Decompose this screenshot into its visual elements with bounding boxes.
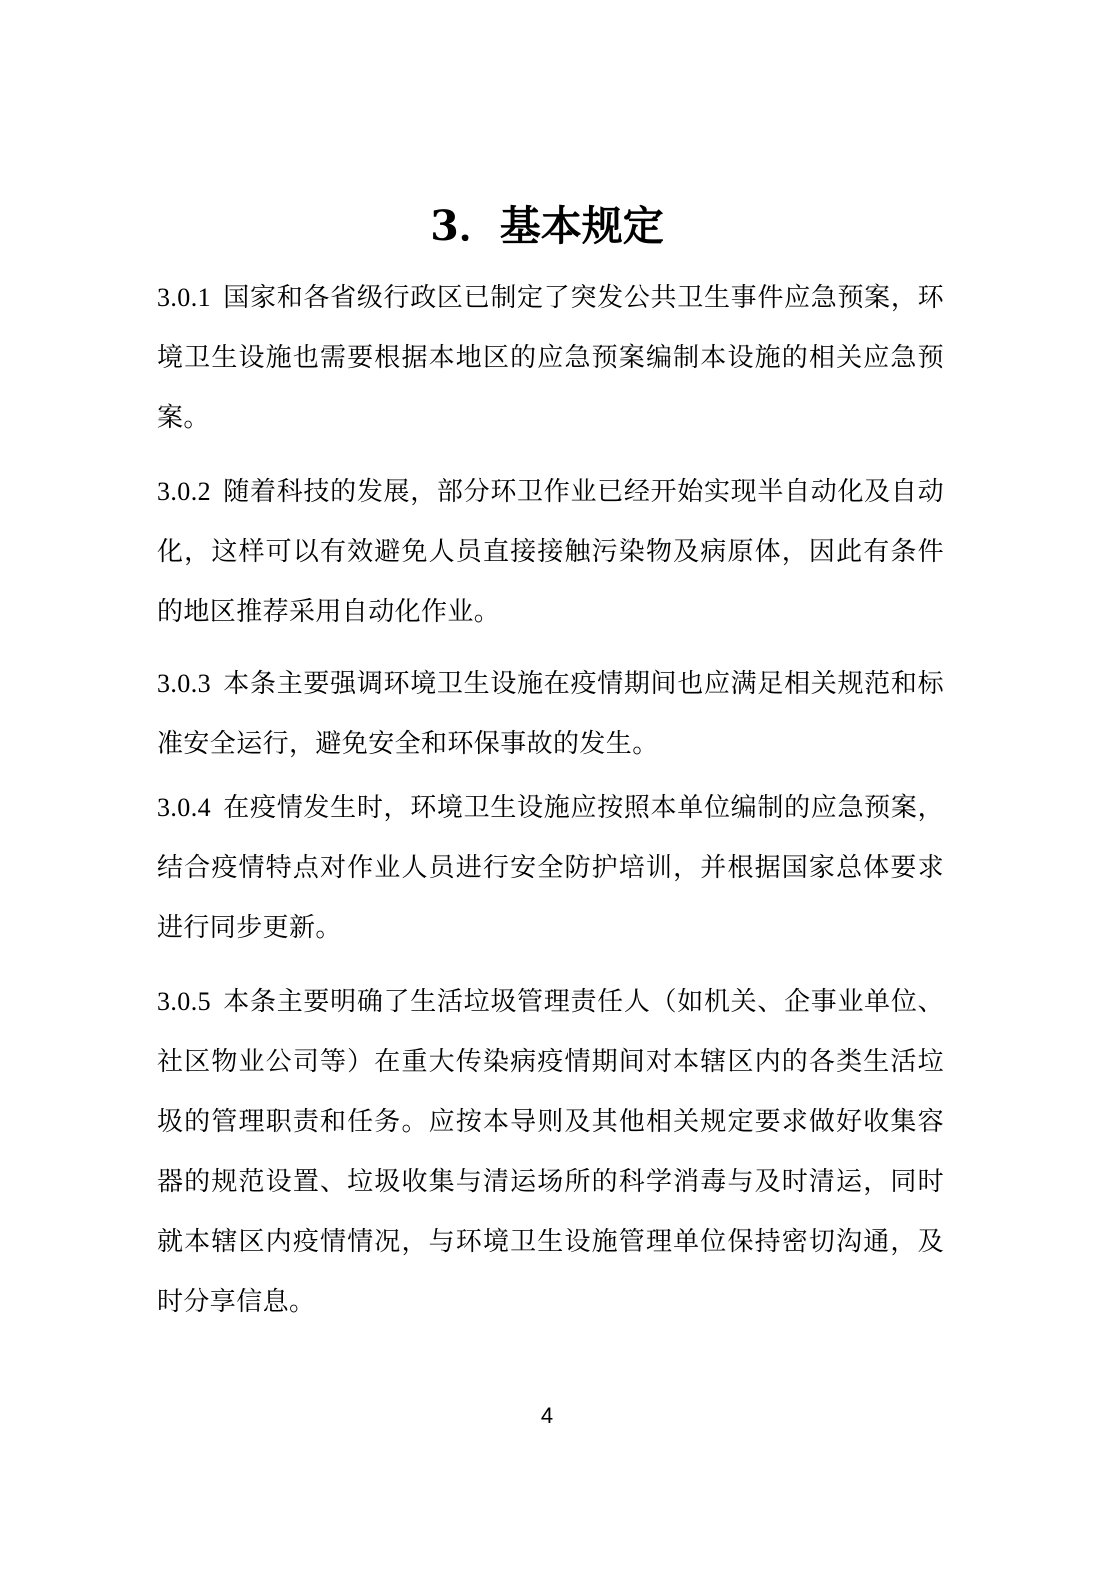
clause-number: 3.0.2 <box>157 477 211 506</box>
paragraph-3-0-1 <box>157 268 944 448</box>
clause-number: 3.0.4 <box>157 793 211 822</box>
paragraph-3-0-4 <box>157 778 944 958</box>
clause-number: 3.0.1 <box>157 283 211 312</box>
paragraph-3-0-3 <box>157 654 944 774</box>
paragraph-3-0-5 <box>157 972 944 1332</box>
paragraph-3-0-2 <box>157 462 944 642</box>
clause-text: 本条主要强调环境卫生设施在疫情期间也应满足相关规范和标准安全运行，避免安全和环保事故的发生。 <box>157 669 944 759</box>
clause-number: 3.0.3 <box>157 669 211 698</box>
clause-text: 在疫情发生时，环境卫生设施应按照本单位编制的应急预案，结合疫情特点对作业人员进行安全防护培训，并根据国家总体要求进行同步更新。 <box>157 793 944 943</box>
clause-text: 本条主要明确了生活垃圾管理责任人（如机关、企事业单位、社区物业公司等）在重大传染病疫情期间对本辖区内的各类生活垃圾的管理职责和任务。应按本导则及其他相关规定要求做好收集容器的规范设置、垃圾收集与清运场所的科学消毒与及时清运，同时就本辖区内疫情情况，与环境卫生设施管理单位保持密切沟通，及时分享信息。 <box>157 987 944 1317</box>
clause-text: 随着科技的发展，部分环卫作业已经开始实现半自动化及自动化，这样可以有效避免人员直接接触污染物及病原体，因此有条件的地区推荐采用自动化作业。 <box>157 477 944 627</box>
section-title: 3．基本规定 <box>430 202 664 250</box>
clause-text: 国家和各省级行政区已制定了突发公共卫生事件应急预案，环境卫生设施也需要根据本地区的应急预案编制本设施的相关应急预案。 <box>157 283 944 433</box>
clause-number: 3.0.5 <box>157 987 211 1016</box>
page-number: 4 <box>540 1403 554 1428</box>
